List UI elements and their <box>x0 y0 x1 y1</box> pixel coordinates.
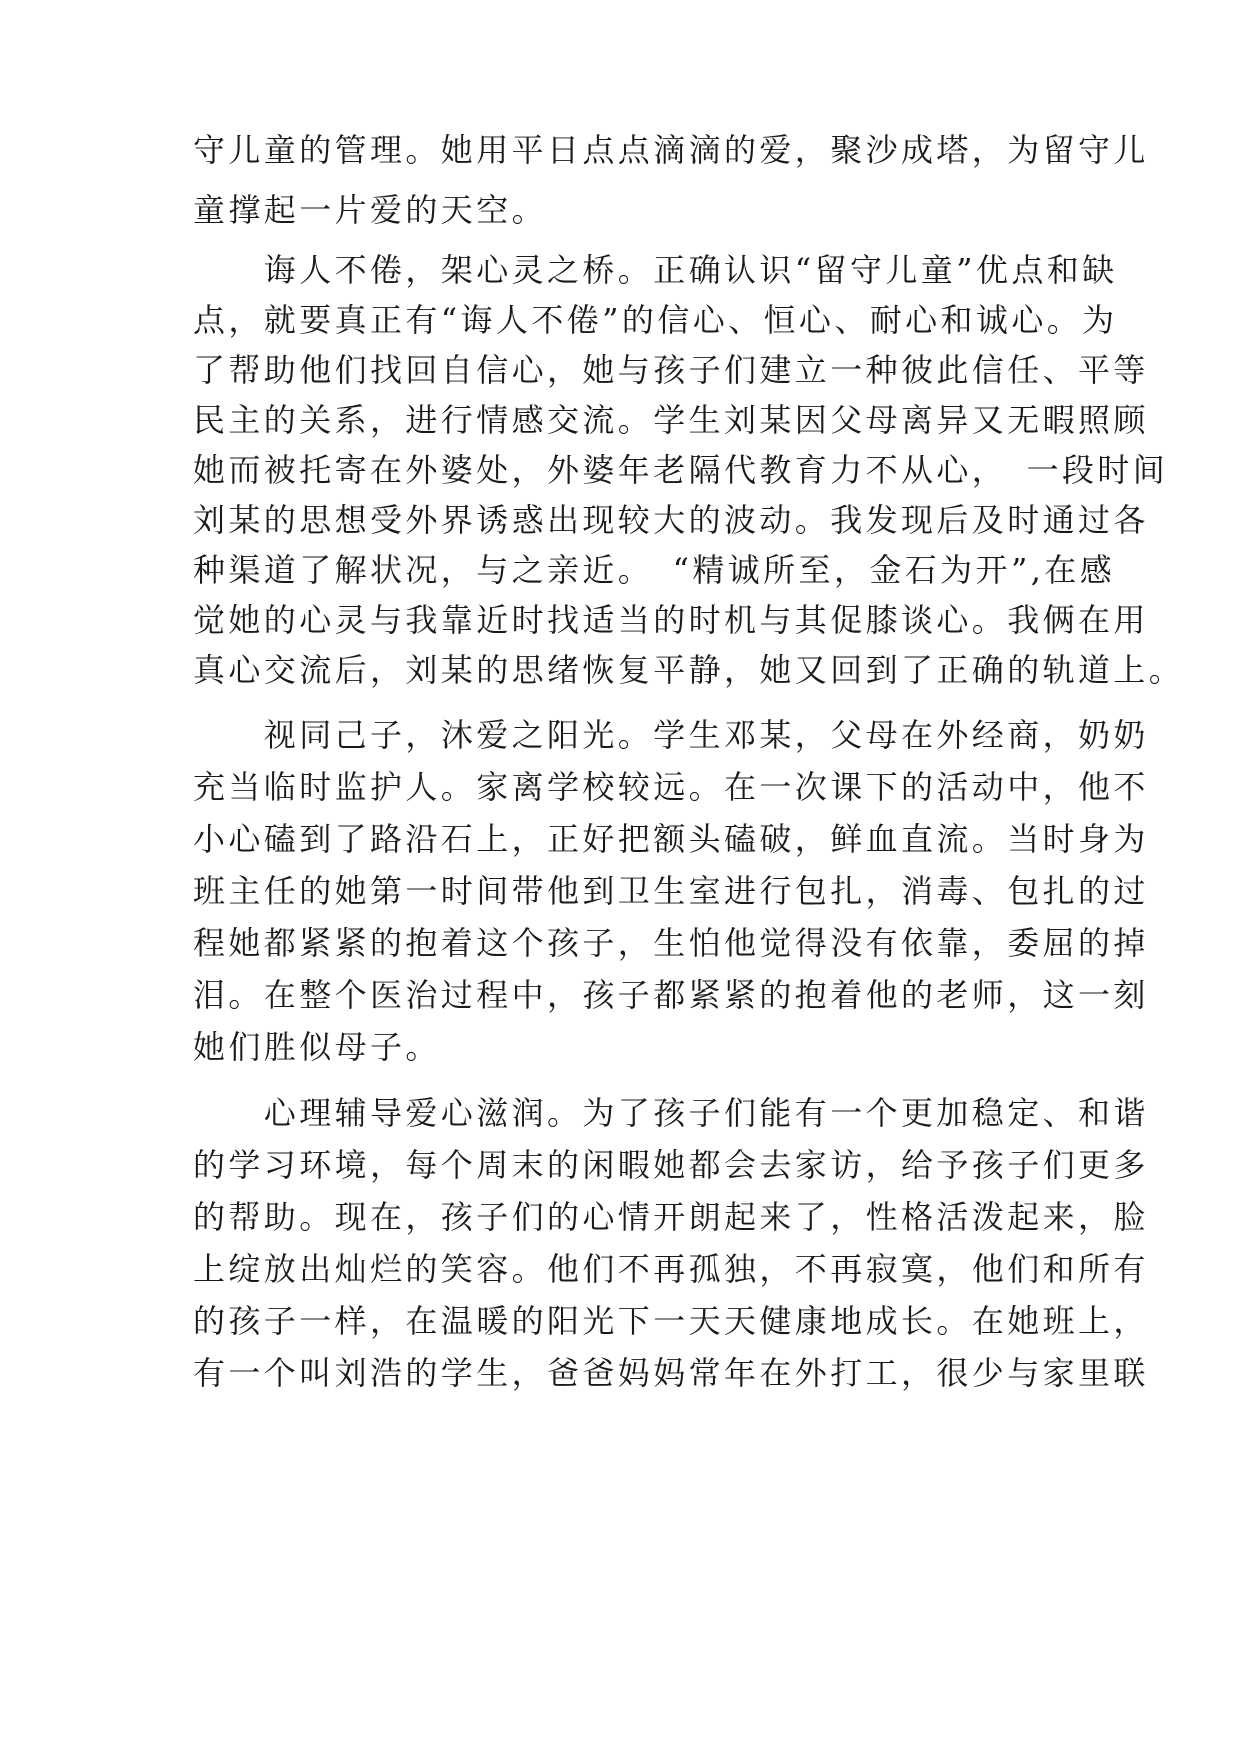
text-line: 了帮助他们找回自信心，她与孩子们建立一种彼此信任、平等 <box>193 351 1149 389</box>
text-line: 点，就要真正有“诲人不倦”的信心、恒心、耐心和诚心。为 <box>193 301 1118 339</box>
text-line: 心理辅导爱心滋润。为了孩子们能有一个更加稳定、和谐 <box>193 1094 1149 1132</box>
text-line: 民主的关系，进行情感交流。学生刘某因父母离异又无暇照顾 <box>193 401 1149 439</box>
text-line: 刘某的思想受外界诱惑出现较大的波动。我发现后及时通过各 <box>193 501 1149 539</box>
text-line: 她而被托寄在外婆处，外婆年老隔代教育力不从心， 一段时间 <box>193 451 1169 489</box>
text-line: 她们胜似母子。 <box>193 1028 441 1066</box>
text-line: 有一个叫刘浩的学生，爸爸妈妈常年在外打工，很少与家里联 <box>193 1354 1149 1392</box>
text-line: 的孩子一样，在温暖的阳光下一天天健康地成长。在她班上， <box>193 1302 1149 1340</box>
text-line: 上绽放出灿烂的笑容。他们不再孤独，不再寂寞，他们和所有 <box>193 1250 1149 1288</box>
text-line: 泪。在整个医治过程中，孩子都紧紧的抱着他的老师，这一刻 <box>193 976 1149 1014</box>
text-line: 守儿童的管理。她用平日点点滴滴的爱，聚沙成塔，为留守儿 <box>193 131 1149 169</box>
text-line: 的帮助。现在，孩子们的心情开朗起来了，性格活泼起来，脸 <box>193 1198 1149 1236</box>
text-line: 视同己子，沐爱之阳光。学生邓某，父母在外经商，奶奶 <box>193 716 1149 754</box>
text-line: 诲人不倦，架心灵之桥。正确认识“留守儿童”优点和缺 <box>193 251 1118 289</box>
text-line: 童撑起一片爱的天空。 <box>193 191 548 229</box>
text-line: 种渠道了解状况，与之亲近。 “精诚所至，金石为开”,在感 <box>193 551 1116 589</box>
text-line: 觉她的心灵与我靠近时找适当的时机与其促膝谈心。我俩在用 <box>193 601 1149 639</box>
text-line: 班主任的她第一时间带他到卫生室进行包扎，消毒、包扎的过 <box>193 872 1149 910</box>
text-line: 充当临时监护人。家离学校较远。在一次课下的活动中，他不 <box>193 768 1149 806</box>
text-line: 真心交流后，刘某的思绪恢复平静，她又回到了正确的轨道上。 <box>193 651 1185 689</box>
text-line: 的学习环境，每个周末的闲暇她都会去家访，给予孩子们更多 <box>193 1146 1149 1184</box>
text-line: 程她都紧紧的抱着这个孩子，生怕他觉得没有依靠，委屈的掉 <box>193 924 1149 962</box>
text-line: 小心磕到了路沿石上，正好把额头磕破，鲜血直流。当时身为 <box>193 820 1149 858</box>
